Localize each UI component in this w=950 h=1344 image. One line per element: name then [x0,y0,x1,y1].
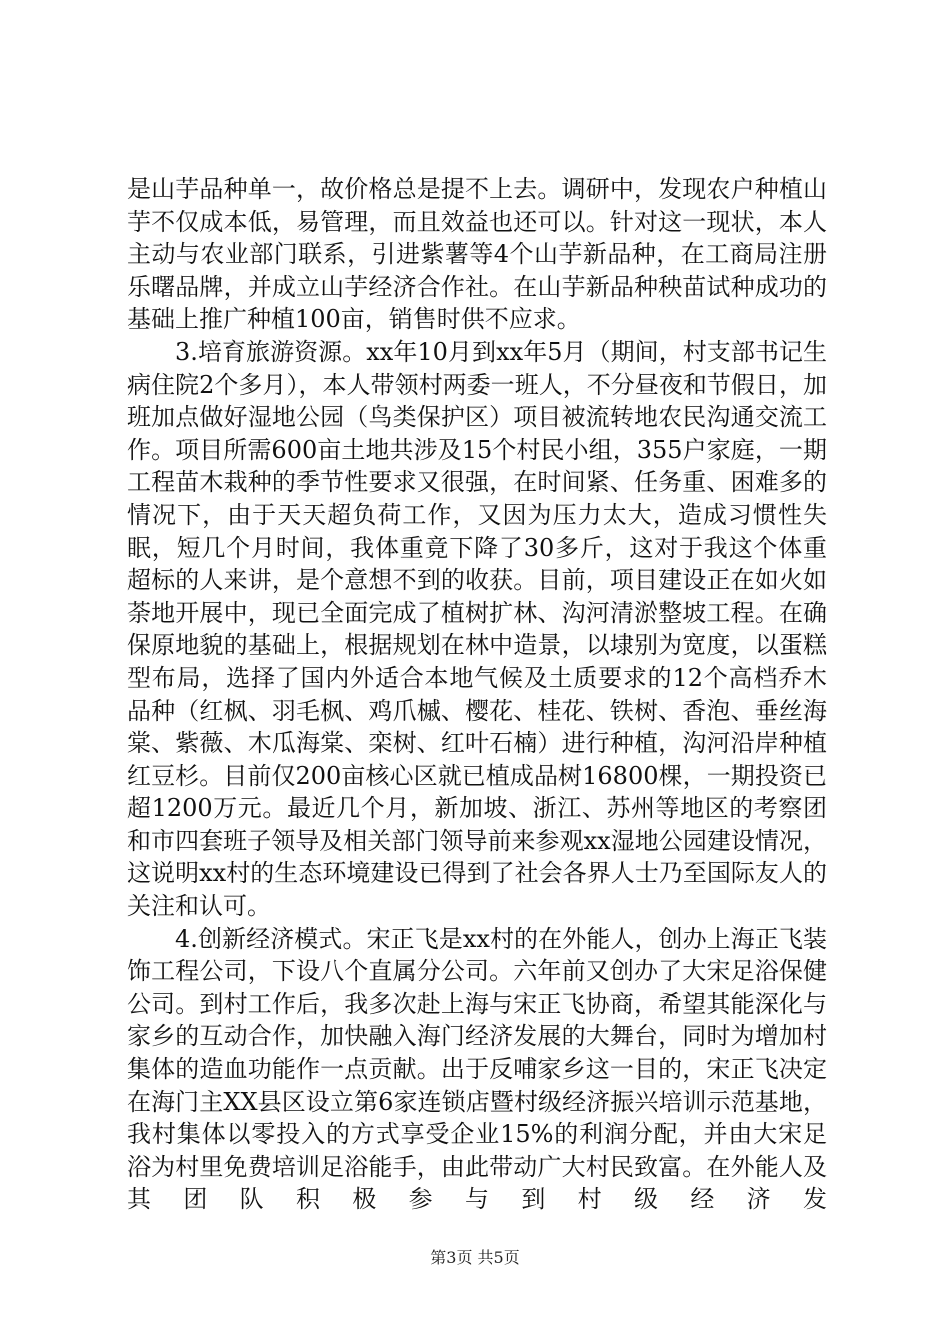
page-footer: 第3页 共5页 [430,1248,520,1267]
paragraph-tourism-resources: 3.培育旅游资源。xx年10月到xx年5月（期间，村支部书记生病住院2个多月），本人带领村两委一班人，不分昼夜和节假日，加班加点做好湿地公园（鸟类保护区）项目被流转地农民沟通交流工作。项目所需600亩土地共涉及15个村民小组，355户家庭，一期工程苗木栽种的季节性要求又很强，在时间紧、任务重、困难多的情况下，由于天天超负荷工作，又因为压力太大，造成习惯性失眠，短几个月时间，我体重竟下降了30多斤，这对于我这个体重超标的人来讲，是个意想不到的收获。目前，项目建设正在如火如荼地开展中，现已全面完成了植树扩林、沟河清淤整坡工程。在确保原地貌的基础上，根据规划在林中造景，以埭别为宽度，以蛋糕型布局，选择了国内外适合本地气候及土质要求的12个高档乔木品种（红枫、羽毛枫、鸡爪槭、樱花、桂花、铁树、香泡、垂丝海棠、紫薇、木瓜海棠、栾树、红叶石楠）进行种植，沟河沿岸种植红豆杉。目前仅200亩核心区就已植成品树16800棵，一期投资已超1200万元。最近几个月，新加坡、浙江、苏州等地区的考察团和市四套班子领导及相关部门领导前来参观xx湿地公园建设情况，这说明xx村的生态环境建设已得到了社会各界人士乃至国际友人的关注和认可。 [127,337,827,921]
paragraph-economic-model: 4.创新经济模式。宋正飞是xx村的在外能人，创办上海正飞装饰工程公司，下设八个直属分公司。六年前又创办了大宋足浴保健公司。到村工作后，我多次赴上海与宋正飞协商，希望其能深化与家乡的互动合作，加快融入海门经济发展的大舞台，同时为增加村集体的造血功能作一点贡献。出于反哺家乡这一目的，宋正飞决定在海门主XX县区设立第6家连锁店暨村级经济振兴培训示范基地，我村集体以零投入的方式享受企业15%的利润分配，并由大宋足浴为村里免费培训足浴能手，由此带动广大村民致富。在外能人及其团队积极参与到村级经济发 [127,924,827,1214]
body-text [127,173,827,1216]
paragraph-mountain-yam: 是山芋品种单一，故价格总是提不上去。调研中，发现农户种植山芋不仅成本低，易管理，而且效益也还可以。针对这一现状，本人主动与农业部门联系，引进紫薯等4个山芋新品种，在工商局注册乐曙品牌，并成立山芋经济合作社。在山芋新品种秧苗试种成功的基础上推广种植100亩，销售时供不应求。 [127,175,827,334]
